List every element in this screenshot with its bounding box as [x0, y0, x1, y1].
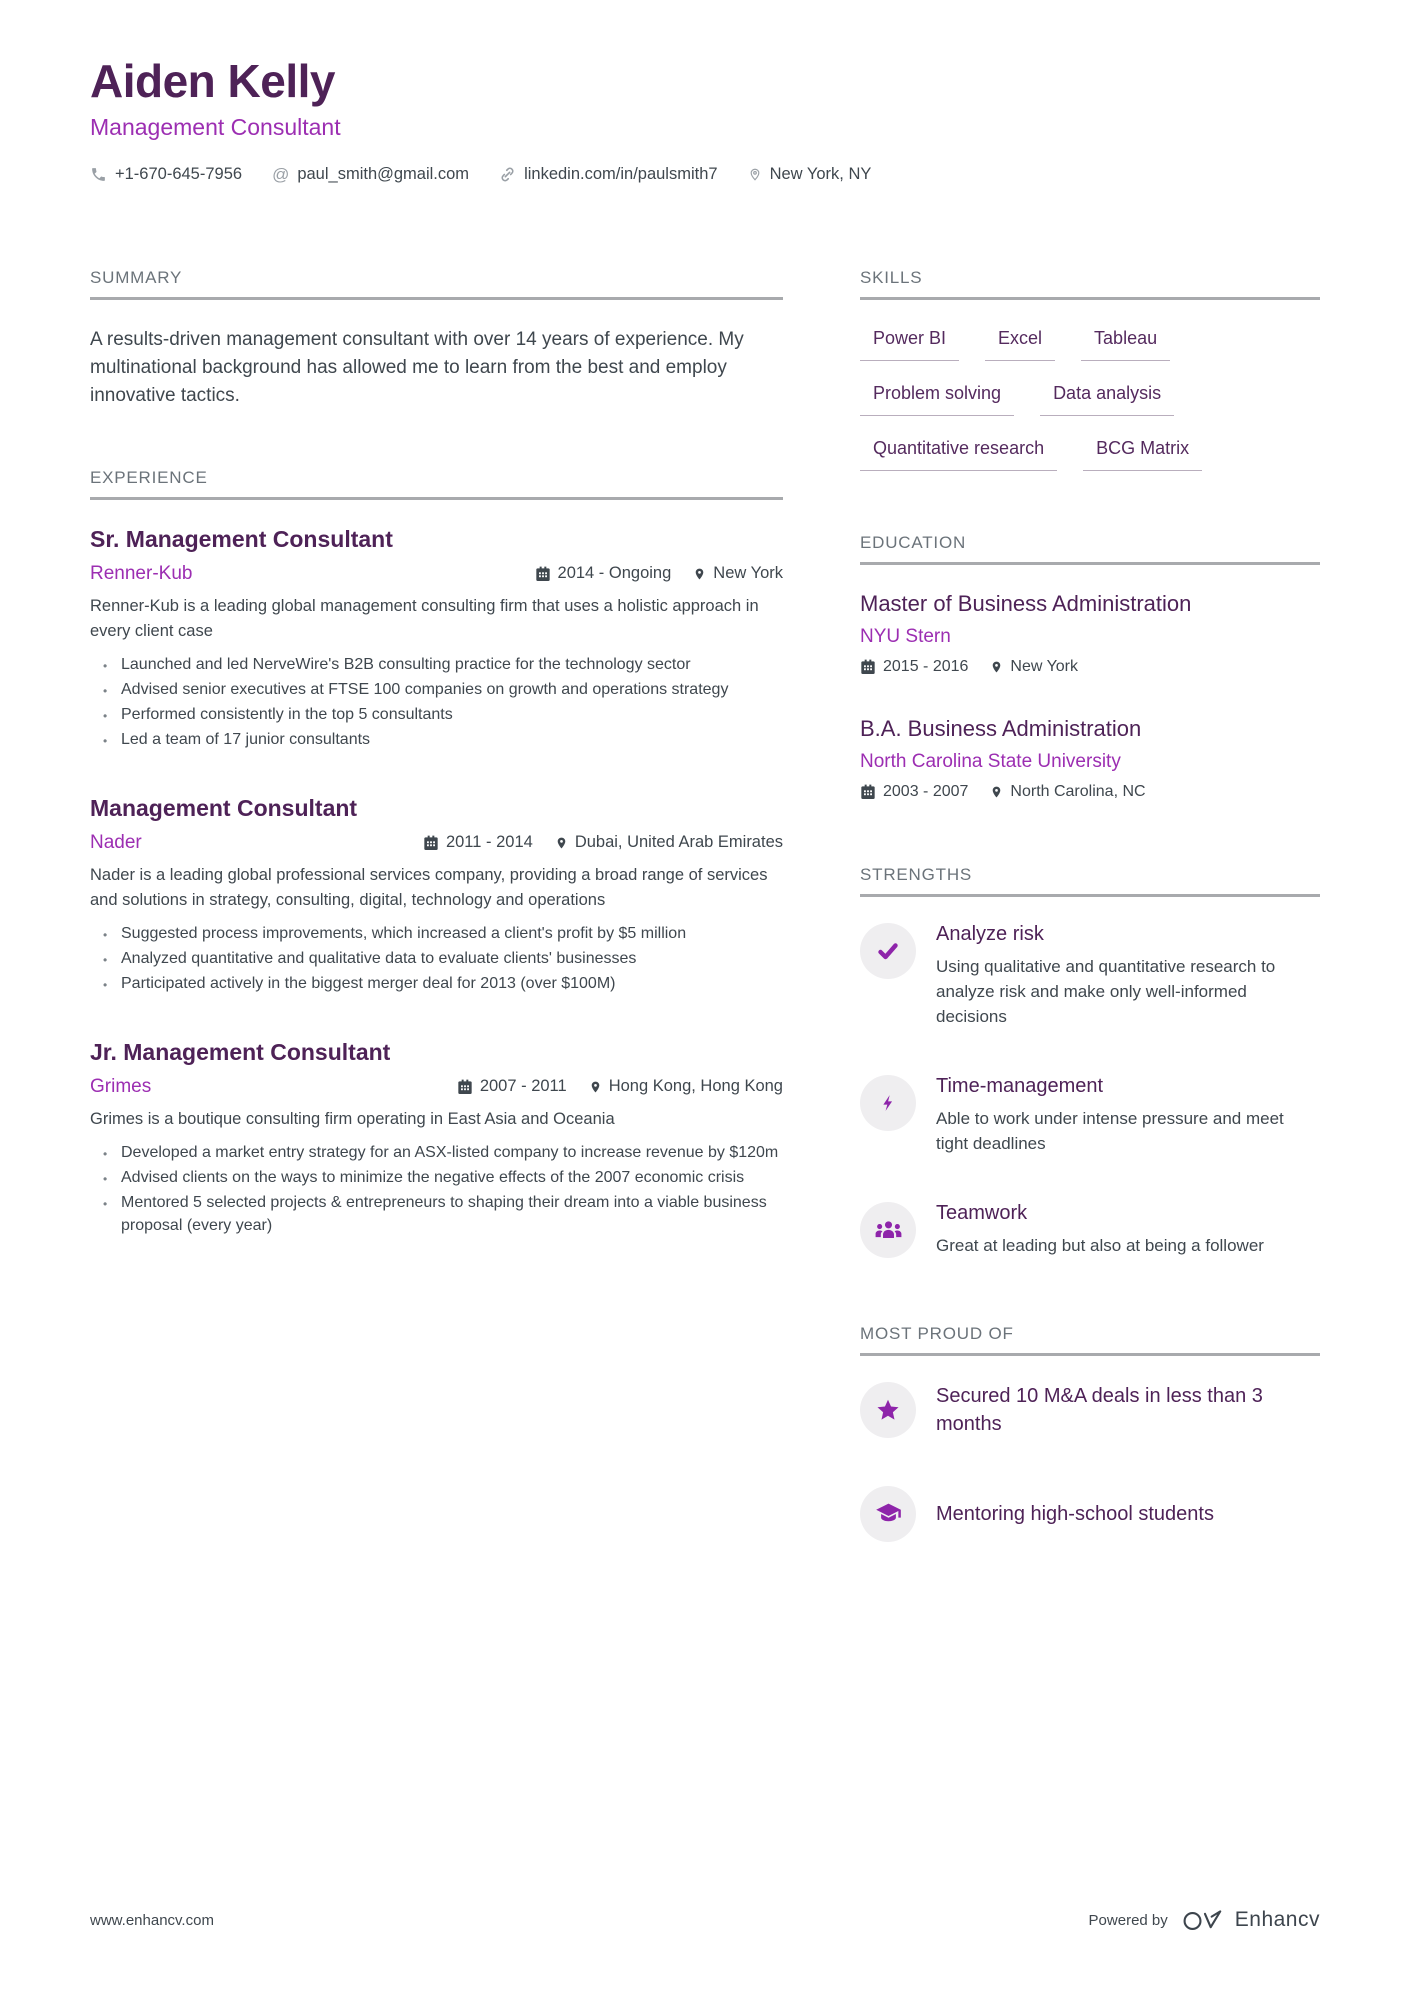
company-description: Grimes is a boutique consulting firm operating in East Asia and Oceania — [90, 1109, 615, 1128]
education-location: North Carolina, NC — [990, 783, 1145, 801]
job-bullets — [90, 1141, 783, 1237]
location-pin-icon — [990, 784, 1003, 800]
check-icon — [860, 923, 916, 979]
degree-title: Master of Business Administration — [860, 590, 1192, 616]
calendar-icon — [457, 1079, 473, 1095]
calendar-icon — [535, 566, 551, 582]
proud-heading: MOST PROUD OF — [860, 1324, 1320, 1356]
experience-section — [90, 468, 783, 1237]
job-title: Sr. Management Consultant — [90, 525, 393, 552]
calendar-icon — [860, 659, 876, 675]
proud-item — [860, 1486, 1320, 1542]
strength-item — [860, 1075, 1320, 1156]
location-pin-icon — [589, 1079, 602, 1095]
education-entry — [860, 591, 1320, 676]
link-icon — [499, 166, 516, 183]
strength-item — [860, 1202, 1320, 1258]
strength-text: Great at leading but also at being a follower — [936, 1235, 1264, 1255]
job-location: New York — [693, 564, 783, 583]
strengths-heading: STRENGTHS — [860, 865, 1320, 897]
job-location: Hong Kong, Hong Kong — [589, 1077, 783, 1096]
enhancv-wordmark: Enhancv — [1234, 1908, 1320, 1931]
experience-entry — [90, 1039, 783, 1237]
calendar-icon — [423, 835, 439, 851]
page-footer — [90, 1907, 1320, 1933]
right-column — [860, 268, 1320, 1600]
enhancv-site-link[interactable]: www.enhancv.com — [90, 1911, 214, 1929]
contact-phone — [90, 165, 242, 184]
skill-tag: Excel — [985, 326, 1055, 361]
bullet-item: • Suggested process improvements, which increased a client's profit by $5 million — [90, 922, 783, 945]
bullet-item: • Performed consistently in the top 5 consultants — [90, 703, 783, 726]
contact-row — [90, 165, 1320, 184]
skill-tag: Problem solving — [860, 381, 1014, 416]
company-description: Nader is a leading global professional services company, providing a broad range of services and solutions in strategy, consulting, digital, technology and operations — [90, 865, 768, 909]
phone-icon — [90, 166, 107, 183]
strengths-section — [860, 865, 1320, 1258]
skill-tag: Tableau — [1081, 326, 1170, 361]
job-dates: 2007 - 2011 — [457, 1077, 567, 1096]
star-icon — [860, 1382, 916, 1438]
school-name: North Carolina State University — [860, 750, 1121, 772]
proud-item — [860, 1382, 1320, 1438]
location-text: New York, NY — [769, 164, 872, 183]
skill-tag: Power BI — [860, 326, 959, 361]
strength-title: Analyze risk — [936, 922, 1044, 945]
bullet-item: • Launched and led NerveWire's B2B consulting practice for the technology sector — [90, 653, 783, 676]
job-title: Management Consultant — [90, 794, 358, 821]
bullet-item: • Mentored 5 selected projects & entrepreneurs to shaping their dream into a viable business proposal (every year) — [90, 1191, 783, 1237]
resume-header — [90, 56, 1320, 184]
education-dates: 2003 - 2007 — [860, 783, 968, 801]
linkedin-url[interactable]: linkedin.com/in/paulsmith7 — [524, 164, 718, 183]
education-dates: 2015 - 2016 — [860, 658, 968, 676]
job-dates: 2011 - 2014 — [423, 833, 533, 852]
location-pin-icon — [555, 835, 568, 851]
location-pin-icon — [693, 566, 706, 582]
strength-item — [860, 923, 1320, 1029]
job-dates: 2014 - Ongoing — [535, 564, 672, 583]
strength-title: Teamwork — [936, 1201, 1028, 1224]
lightning-icon — [860, 1075, 916, 1131]
bullet-item: • Developed a market entry strategy for an ASX-listed company to increase revenue by $120m — [90, 1141, 783, 1164]
skills-heading: SKILLS — [860, 268, 1320, 300]
bullet-item: • Led a team of 17 junior consultants — [90, 728, 783, 751]
people-icon — [860, 1202, 916, 1258]
company-description: Renner-Kub is a leading global management consulting firm that uses a holistic approach in every client case — [90, 596, 759, 640]
bullet-item: • Participated actively in the biggest merger deal for 2013 (over $100M) — [90, 972, 783, 995]
summary-section — [90, 268, 783, 410]
summary-heading: SUMMARY — [90, 268, 783, 300]
skill-tag: BCG Matrix — [1083, 436, 1202, 471]
proud-text: Secured 10 M&A deals in less than 3 months — [936, 1384, 1263, 1435]
graduation-cap-icon — [860, 1486, 916, 1542]
job-bullets — [90, 922, 783, 995]
bullet-item: • Advised senior executives at FTSE 100 companies on growth and operations strategy — [90, 678, 783, 701]
strength-text: Able to work under intense pressure and meet tight deadlines — [936, 1108, 1284, 1153]
company-name: Grimes — [90, 1075, 152, 1097]
job-location: Dubai, United Arab Emirates — [555, 833, 783, 852]
education-section — [860, 533, 1320, 801]
powered-by-label: Powered by — [1088, 1911, 1168, 1929]
email-at-icon: @ — [272, 164, 290, 184]
left-column — [90, 268, 783, 1600]
experience-heading: EXPERIENCE — [90, 468, 783, 500]
experience-entry — [90, 795, 783, 995]
bullet-item: • Advised clients on the ways to minimize the negative effects of the 2007 economic crisis — [90, 1166, 783, 1189]
location-pin-icon — [990, 659, 1003, 675]
contact-email — [272, 165, 469, 184]
calendar-icon — [860, 784, 876, 800]
enhancv-brand-link[interactable] — [1182, 1907, 1320, 1933]
job-bullets — [90, 653, 783, 751]
experience-entry — [90, 526, 783, 751]
candidate-title: Management Consultant — [90, 113, 341, 140]
company-name: Nader — [90, 831, 142, 853]
contact-location — [748, 165, 872, 184]
education-heading: EDUCATION — [860, 533, 1320, 565]
education-location: New York — [990, 658, 1078, 676]
strength-text: Using qualitative and quantitative research to analyze risk and make only well-informed decisions — [936, 956, 1276, 1026]
phone-number: +1-670-645-7956 — [115, 164, 243, 183]
skill-tag: Data analysis — [1040, 381, 1174, 416]
job-title: Jr. Management Consultant — [90, 1038, 391, 1065]
summary-text: A results-driven management consultant with over 14 years of experience. My multinational background has allowed me to learn from the best and employ innovative tactics. — [90, 328, 744, 406]
proud-section — [860, 1324, 1320, 1542]
enhancv-logo-icon — [1182, 1907, 1226, 1933]
bullet-item: • Analyzed quantitative and qualitative data to evaluate clients' businesses — [90, 947, 783, 970]
location-pin-icon — [748, 166, 762, 183]
candidate-name: Aiden Kelly — [90, 55, 336, 107]
education-entry — [860, 716, 1320, 801]
skill-tag: Quantitative research — [860, 436, 1057, 471]
contact-link[interactable] — [499, 165, 718, 184]
skills-section — [860, 268, 1320, 471]
strength-title: Time-management — [936, 1074, 1104, 1097]
proud-text: Mentoring high-school students — [936, 1502, 1214, 1525]
degree-title: B.A. Business Administration — [860, 715, 1142, 741]
school-name: NYU Stern — [860, 625, 951, 647]
email-address: paul_smith@gmail.com — [297, 164, 470, 183]
company-name: Renner-Kub — [90, 562, 193, 584]
